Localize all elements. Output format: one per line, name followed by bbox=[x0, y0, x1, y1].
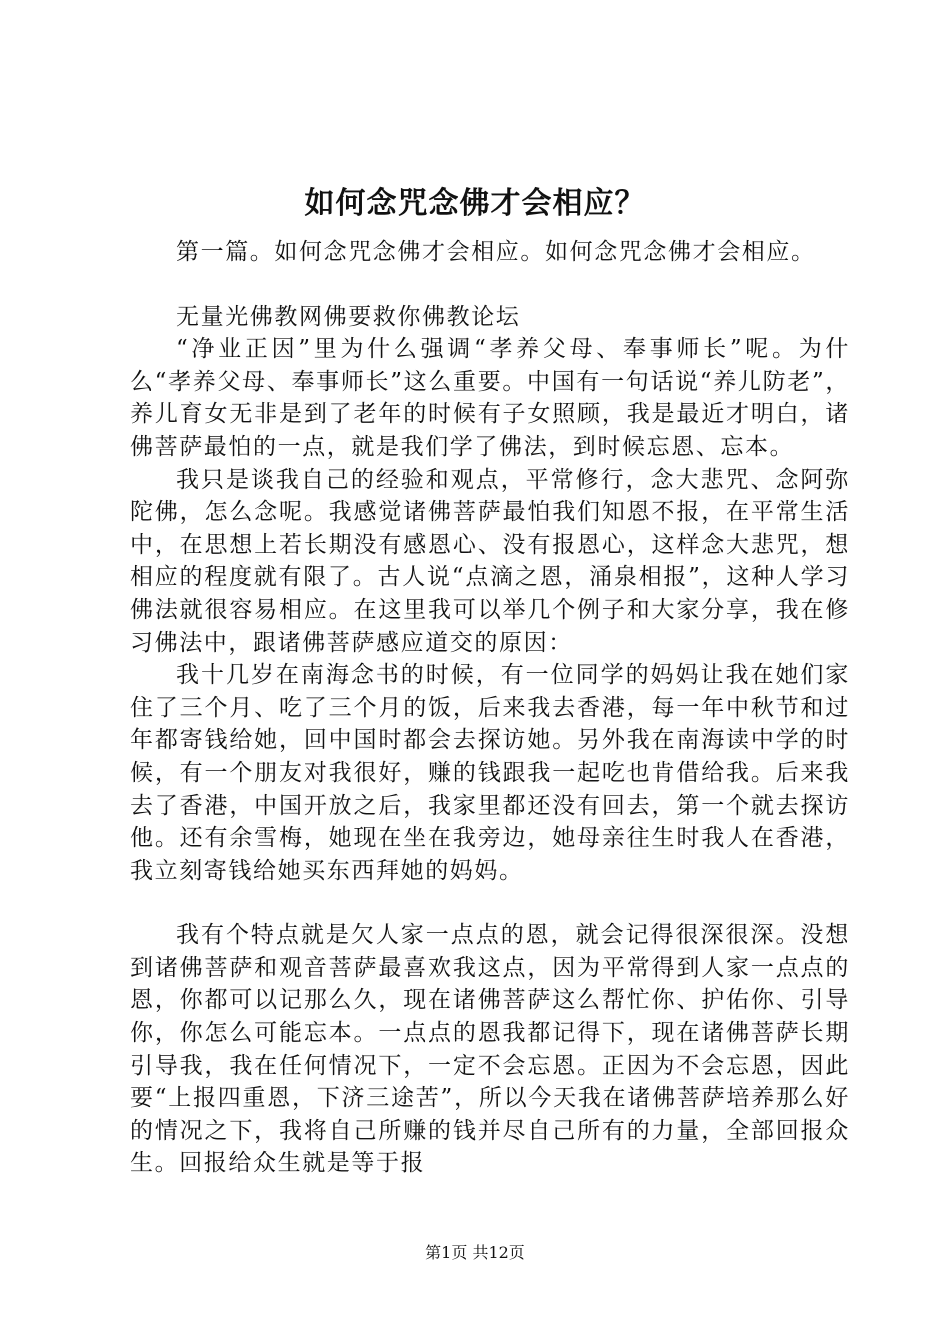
page-footer: 第1页 共12页 bbox=[425, 1243, 525, 1262]
paragraph-source: 无量光佛教网佛要救你佛教论坛 bbox=[176, 303, 521, 330]
paragraph-2: 我只是谈我自己的经验和观点，平常修行，念大悲咒、念阿弥陀佛，怎么念呢。我感觉诸佛菩萨最怕我们知恩不报，在平常生活中，在思想上若长期没有感恩心、没有报恩心，这样念大悲咒，想相应的程度就有限了。古人说“点滴之恩，涌泉相报”，这种人学习佛法就很容易相应。在这里我可以举几个例子和大家分享，我在修习佛法中，跟诸佛菩萨感应道交的原因： bbox=[130, 466, 850, 656]
document-title: 如何念咒念佛才会相应？ bbox=[304, 186, 646, 221]
paragraph-1: “净业正因”里为什么强调“孝养父母、奉事师长”呢。为什么“孝养父母、奉事师长”这么重要。中国有一句话说“养儿防老”，养儿育女无非是到了老年的时候有子女照顾，我是最近才明白，诸佛菩萨最怕的一点，就是我们学了佛法，到时候忘恩、忘本。 bbox=[130, 336, 850, 460]
paragraph-3: 我十几岁在南海念书的时候，有一位同学的妈妈让我在她们家住了三个月、吃了三个月的饭，后来我去香港，每一年中秋节和过年都寄钱给她，回中国时都会去探访她。另外我在南海读中学的时候，有一个朋友对我很好，赚的钱跟我一起吃也肯借给我。后来我去了香港，中国开放之后，我家里都还没有回去，第一个就去探访他。还有余雪梅，她现在坐在我旁边，她母亲往生时我人在香港，我立刻寄钱给她买东西拜她的妈妈。 bbox=[130, 662, 850, 884]
paragraph-4: 我有个特点就是欠人家一点点的恩，就会记得很深很深。没想到诸佛菩萨和观音菩萨最喜欢我这点，因为平常得到人家一点点的恩，你都可以记那么久，现在诸佛菩萨这么帮忙你、护佑你、引导你，你怎么可能忘本。一点点的恩我都记得下，现在诸佛菩萨长期引导我，我在任何情况下，一定不会忘恩。正因为不会忘恩，因此要“上报四重恩，下济三途苦”，所以今天我在诸佛菩萨培养那么好的情况之下，我将自己所赚的钱并尽自己所有的力量，全部回报众生。回报给众生就是等于报 bbox=[130, 922, 850, 1177]
document-body bbox=[130, 236, 850, 1180]
blank-line bbox=[130, 269, 850, 301]
paragraph-intro: 第一篇。如何念咒念佛才会相应。如何念咒念佛才会相应。 bbox=[176, 239, 816, 265]
blank-line bbox=[130, 887, 850, 919]
